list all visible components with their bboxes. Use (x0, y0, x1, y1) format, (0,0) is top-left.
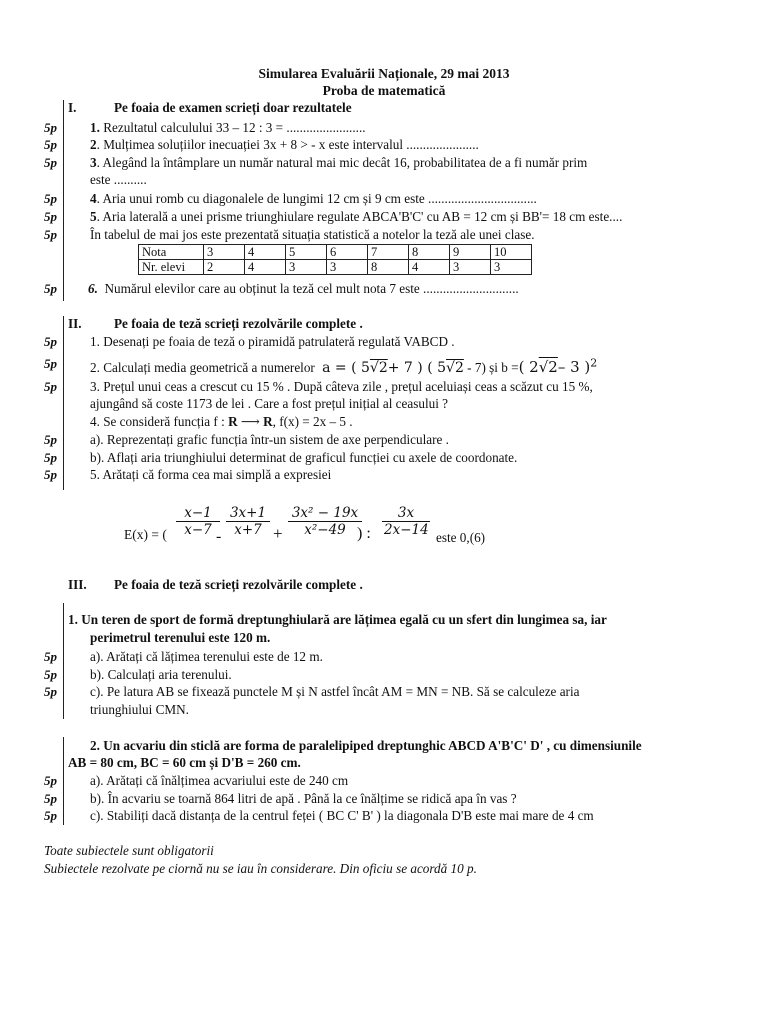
table-cell: 4 (245, 260, 286, 275)
points-label: 5p (44, 450, 57, 465)
exercise-text: 4. Se consideră funcția f : (90, 414, 229, 429)
item-number: 4 (90, 191, 97, 206)
item-number: 5 (90, 209, 97, 224)
fraction-2 (226, 505, 270, 538)
exercise-2-5: 5. Arătați că forma cea mai simplă a expresiei (90, 467, 332, 482)
item-text: Rezultatul calculului 33 – 12 : 3 = ........................ (103, 120, 366, 135)
exercise-1-1 (90, 120, 366, 136)
reals-symbol: R (228, 414, 238, 429)
table-cell: 3 (204, 245, 245, 260)
points-label: 5p (44, 773, 57, 788)
item-number: 1. (90, 120, 100, 135)
fraction-denominator: x−7 (176, 521, 220, 538)
section-2-heading: Pe foaia de teză scrieți rezolvările complete . (114, 316, 363, 331)
problem-2-statement-cont: AB = 80 cm, BC = 60 cm și D'B = 260 cm. (68, 755, 301, 770)
section-1-number: I. (68, 100, 77, 115)
fraction-4 (382, 505, 430, 538)
problem-2-b: b). În acvariu se toarnă 864 litri de apă . Până la ce înălțime se ridică apa în vas ? (90, 791, 517, 806)
problem-1-c: c). Pe latura AB se fixează punctele M și N astfel încât AM = MN = NB. Să se calculeze aria (90, 684, 580, 699)
points-label: 5p (44, 808, 57, 823)
points-label: 5p (44, 227, 57, 242)
exercise-2-1: 1. Desenați pe foaia de teză o piramidă patrulateră regulată VABCD . (90, 334, 455, 349)
points-label: 5p (44, 191, 57, 206)
exercise-text: 2. Calculați media geometrică a numerelor (90, 359, 315, 375)
sqrt-two: √2 (538, 357, 558, 376)
table-cell: 6 (327, 245, 368, 260)
fraction-denominator: 2x−14 (384, 522, 429, 538)
item-number: 6. (88, 281, 98, 296)
problem-1-c-cont: triunghiului CMN. (90, 702, 189, 717)
problem-2-statement: 2. Un acvariu din sticlă are forma de paralelipiped dreptunghic ABCD A'B'C' D' , cu dimensiunile (90, 738, 642, 753)
table-cell: 3 (450, 260, 491, 275)
item-text: . Mulțimea soluțiilor inecuației 3x + 8 > - x este intervalul ...................... (96, 137, 479, 152)
exercise-2-4 (90, 414, 353, 430)
table-row (139, 260, 532, 275)
section-3-number: III. (68, 577, 87, 592)
points-label: 5p (44, 791, 57, 806)
math-part: – 3 ) (557, 357, 591, 376)
points-label: 5p (44, 379, 57, 394)
points-label: 5p (44, 667, 57, 682)
item-text: . Alegând la întâmplare un număr natural mai mic decât 16, probabilitatea de a fi număr prim (96, 155, 588, 170)
sqrt-two: √2 (446, 359, 464, 376)
expr-tail: este 0,(6) (436, 530, 486, 545)
fraction-1 (176, 505, 220, 538)
problem-1-statement-cont: perimetrul terenului este 120 m. (90, 630, 271, 645)
exercise-2-4b: b). Aflați aria triunghiului determinat de graficul funcției cu axele de coordonate. (90, 450, 518, 465)
section-3-heading: Pe foaia de teză scrieți rezolvările complete . (114, 577, 363, 592)
item-text: . Aria unui romb cu diagonalele de lungimi 12 cm și 9 cm este ................................. (96, 191, 537, 206)
footer-note-1: Toate subiectele sunt obligatorii (44, 843, 214, 858)
table-cell: 8 (368, 260, 409, 275)
math-part: ( 2 (518, 357, 539, 376)
math-part: - 7) și b = (463, 359, 519, 375)
table-cell: 10 (491, 245, 532, 260)
problem-1-b: b). Calculați aria terenului. (90, 667, 232, 682)
table-cell: 3 (286, 260, 327, 275)
table-cell: 2 (204, 260, 245, 275)
fraction-denominator: x²−49 (288, 521, 362, 538)
table-intro: În tabelul de mai jos este prezentată situația statistică a notelor la teză ale unei clase. (90, 227, 535, 242)
math-expression (322, 356, 598, 376)
points-label: 5p (44, 334, 57, 349)
points-label: 5p (44, 432, 57, 447)
margin-line (63, 603, 64, 719)
table-cell: Nr. elevi (139, 260, 204, 275)
expr-close: ) : (357, 525, 371, 542)
fraction-denominator: x+7 (226, 521, 270, 538)
table-cell: 3 (491, 260, 532, 275)
page-title: Simularea Evaluării Naționale, 29 mai 2013 (258, 66, 510, 81)
problem-1-a: a). Arătați că lățimea terenului este de 12 m. (90, 649, 323, 664)
exercise-1-2 (90, 137, 479, 153)
margin-line (63, 316, 64, 490)
expr-plus: + (273, 524, 283, 543)
page-subtitle: Proba de matematică (322, 83, 446, 98)
exercise-1-6 (88, 281, 519, 297)
points-label: 5p (44, 209, 57, 224)
margin-line (63, 737, 64, 825)
exercise-1-3-cont: este .......... (90, 172, 147, 187)
math-part: + 7 ) ( 5 (387, 359, 447, 376)
points-label: 5p (44, 649, 57, 664)
exercise-2-3-cont: ajungând să coste 1173 de lei . Care a fost prețul inițial al ceasului ? (90, 396, 449, 411)
table-cell: 7 (368, 245, 409, 260)
item-number: 3 (90, 155, 97, 170)
table-cell: 4 (245, 245, 286, 260)
item-number: 2 (90, 137, 97, 152)
exercise-2-4a: a). Reprezentați grafic funcția într-un sistem de axe perpendiculare . (90, 432, 449, 447)
points-label: 5p (44, 467, 57, 482)
expr-minus: - (216, 528, 222, 545)
table-cell: Nota (139, 245, 204, 260)
points-label: 5p (44, 120, 57, 135)
table-cell: 3 (327, 260, 368, 275)
section-1-heading: Pe foaia de examen scrieți doar rezultatele (114, 100, 352, 115)
arrow: ⟶ (237, 414, 264, 429)
points-label: 5p (44, 684, 57, 699)
exercise-1-5 (90, 209, 622, 225)
item-text: . Aria laterală a unei prisme triunghiulare regulate ABCA'B'C' cu AB = 12 cm și BB'= 18 cm este.... (96, 209, 623, 224)
section-2-number: II. (68, 316, 82, 331)
expr-lhs: E(x) = ( (124, 527, 167, 542)
fraction-numerator: x−1 (184, 505, 212, 521)
table-row (139, 245, 532, 260)
points-label: 5p (44, 137, 57, 152)
item-text: Numărul elevilor care au obținut la teză cel mult nota 7 este ............................. (104, 281, 519, 296)
exponent: 2 (590, 356, 598, 369)
footer-note-2: Subiectele rezolvate pe ciornă nu se iau în considerare. Din oficiu se acordă 10 p. (44, 861, 477, 876)
fraction-numerator: 3x² − 19x (291, 505, 359, 521)
problem-2-c: c). Stabiliți dacă distanța de la centrul feței ( BC C' B' ) la diagonala D'B este mai mare de 4 cm (90, 808, 594, 823)
problem-1-statement: 1. Un teren de sport de formă dreptunghiulară are lățimea egală cu un sfert din lungimea sa, iar (68, 612, 607, 627)
sqrt-two: √2 (369, 359, 388, 376)
table-cell: 8 (409, 245, 450, 260)
exercise-2-3: 3. Prețul unui ceas a crescut cu 15 % . După câteva zile , prețul aceluiași ceas a scăzut cu 15 %, (90, 379, 593, 394)
fraction-numerator: 3x (397, 505, 415, 521)
math-part: a = ( 5 (322, 359, 370, 376)
fraction-3 (288, 505, 362, 538)
points-label: 5p (44, 155, 57, 170)
points-label: 5p (44, 356, 57, 371)
table-cell: 9 (450, 245, 491, 260)
margin-line (63, 100, 64, 301)
exercise-text: , f(x) = 2x – 5 . (272, 414, 353, 429)
exercise-1-4 (90, 191, 537, 207)
fraction-numerator: 3x+1 (229, 505, 267, 521)
grades-table (138, 244, 532, 275)
reals-symbol: R (263, 414, 273, 429)
points-label: 5p (44, 281, 57, 296)
exercise-2-2 (90, 352, 598, 376)
table-cell: 5 (286, 245, 327, 260)
table-cell: 4 (409, 260, 450, 275)
exercise-1-3 (90, 155, 587, 171)
problem-2-a: a). Arătați că înălțimea acvariului este de 240 cm (90, 773, 349, 788)
